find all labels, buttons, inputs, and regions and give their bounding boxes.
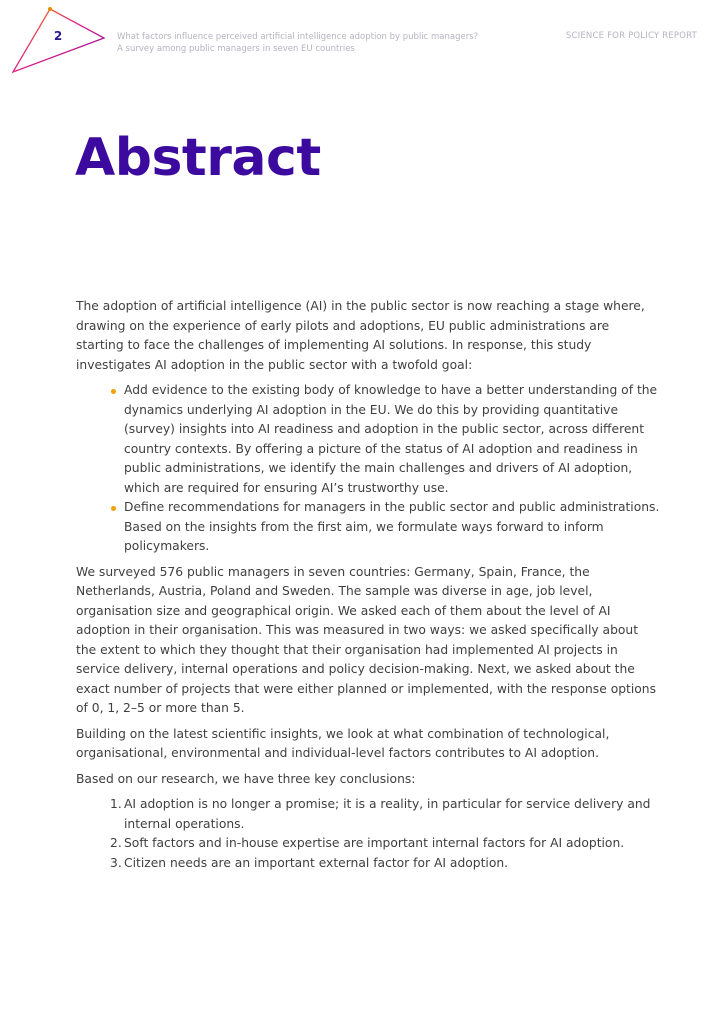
abstract-body	[76, 297, 660, 873]
bullet-icon	[111, 506, 116, 511]
list-number: 2.	[110, 836, 122, 850]
survey-paragraph: We surveyed 576 public managers in seven countries: Germany, Spain, France, the Netherlands, Austria, Poland and Sweden. The sample was diverse in age, job level, organisation size and geographical origin. We asked each of them about the level of AI adoption in their organisation. This was measured in two ways: we asked specifically about the extent to which they thought that their organisation had implemented AI projects in service delivery, internal operations and policy decision-making. Next, we asked about the exact number of projects that were either planned or implemented, with the response options of 0, 1, 2–5 or more than 5.	[76, 564, 656, 715]
goals-list	[76, 381, 660, 557]
running-header-title	[117, 31, 537, 55]
conclusion-text: Soft factors and in-house expertise are important internal factors for AI adoption.	[124, 836, 625, 850]
intro-paragraph: The adoption of artificial intelligence (AI) in the public sector is now reaching a stage where, drawing on the experience of early pilots and adoptions, EU public administrations are starting to face the challenges of implementing AI solutions. In response, this study investigates AI adoption in the public sector with a twofold goal:	[76, 299, 645, 372]
running-header-line-1: What factors influence perceived artificial intelligence adoption by public managers?	[117, 32, 479, 42]
list-item	[110, 795, 660, 834]
list-item	[110, 854, 660, 874]
page-title: Abstract	[75, 128, 321, 188]
list-item	[110, 834, 660, 854]
goal-text: Add evidence to the existing body of knowledge to have a better understanding of the dynamics underlying AI adoption in the EU. We do this by providing quantitative (survey) insights into AI readiness and adoption in the public sector, across different country contexts. By offering a picture of the status of AI adoption and readiness in public administrations, we identify the main challenges and drivers of AI adoption, which are required for ensuring AI’s trustworthy use.	[124, 383, 658, 495]
list-item	[124, 498, 660, 557]
conclusion-text: Citizen needs are an important external factor for AI adoption.	[124, 855, 509, 870]
report-type-label: SCIENCE FOR POLICY REPORT	[565, 31, 697, 41]
conclusions-intro: Based on our research, we have three key conclusions:	[76, 771, 416, 786]
list-number: 3.	[110, 855, 122, 870]
bullet-icon	[111, 389, 116, 394]
goal-text: Define recommendations for managers in the public sector and public administrations. Based on the insights from the first aim, we formulate ways forward to inform policymakers.	[124, 500, 660, 553]
list-item	[124, 381, 660, 498]
building-paragraph: Building on the latest scientific insights, we look at what combination of technological, organisational, environmental and individual-level factors contributes to AI adoption.	[76, 726, 610, 760]
page-number: 2	[53, 29, 63, 43]
list-number: 1.	[110, 797, 122, 811]
running-header-line-2: A survey among public managers in seven EU countries	[117, 44, 355, 54]
conclusions-list	[76, 795, 660, 873]
conclusion-text: AI adoption is no longer a promise; it is a reality, in particular for service delivery and internal operations.	[124, 797, 651, 831]
